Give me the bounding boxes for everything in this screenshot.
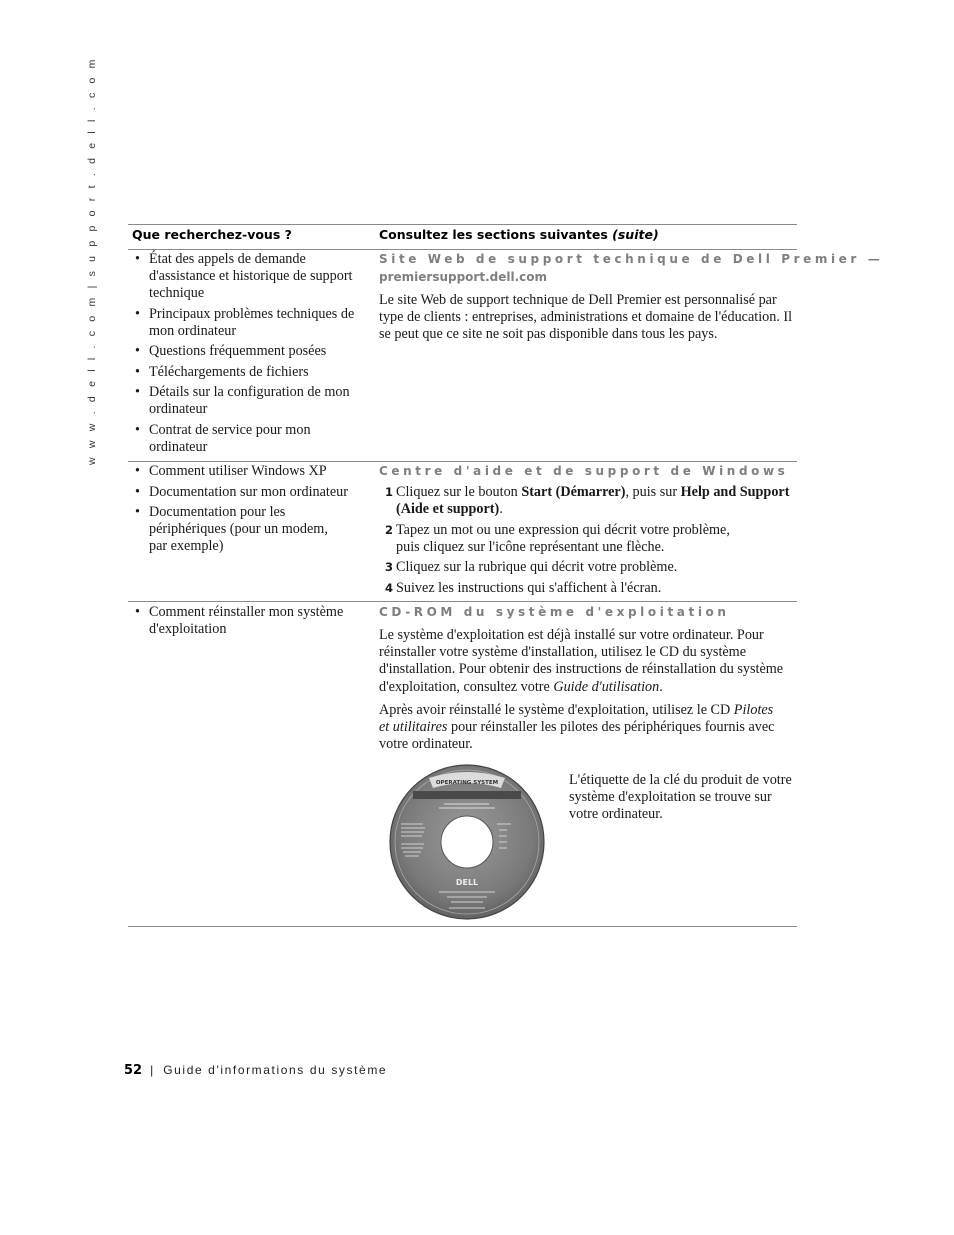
- paragraph-text: pour réinstaller les pilotes des périphériques fournis avec votre ordinateur.: [379, 719, 775, 753]
- step-item: [379, 580, 799, 597]
- step-text: , puis sur: [625, 484, 681, 500]
- col2-header: [379, 227, 659, 242]
- row-divider: [128, 601, 797, 602]
- premier-description: Le site Web de support technique de Dell Premier est personnalisé par type de clients : entreprises, administrations et domaine de l'éducation. Il se peut que ce site ne soit pas disponible dans tous les pays.: [379, 292, 793, 343]
- row1-item-list: [135, 251, 355, 459]
- list-item: • Principaux problèmes techniques de mon ordinateur: [135, 306, 355, 340]
- col2-header-text: Consultez les sections suivantes: [379, 227, 608, 242]
- list-item: • Documentation sur mon ordinateur: [135, 484, 365, 501]
- start-button-name: Start: [521, 484, 553, 500]
- step-text: Cliquez sur le bouton: [396, 484, 522, 500]
- cd-brand-logo: DELL: [455, 878, 479, 887]
- os-cd-paragraph-2: [379, 702, 779, 754]
- step-item: [379, 522, 799, 556]
- list-item: • Détails sur la configuration de mon ordinateur: [135, 384, 355, 418]
- step-text: Tapez un mot ou une expression qui décrit votre problème, puis cliquez sur l'icône représentant une flèche.: [396, 521, 730, 555]
- paragraph-text: Le système d'exploitation est déjà installé sur votre ordinateur. Pour réinstaller votre système d'installation, utilisez le CD du système d'installation. Pour obtenir des instructions de réinstallation du système d'exploitation, consultez votre: [379, 627, 784, 695]
- paragraph-text: .: [659, 678, 663, 695]
- footer-title: Guide d'informations du système: [163, 1063, 388, 1077]
- step-text: .: [499, 501, 503, 517]
- table-top-rule: [128, 224, 797, 225]
- cd-name: Pilotes et utilitaires: [379, 702, 774, 736]
- windows-help-steps: [379, 484, 799, 600]
- row-divider: [128, 461, 797, 462]
- step-text: Suivez les instructions qui s'affichent à l'écran.: [396, 579, 662, 596]
- step-number: 1: [385, 485, 394, 499]
- table-bottom-rule: [128, 926, 797, 927]
- list-item: • Contrat de service pour mon ordinateur: [135, 422, 355, 456]
- step-number: 2: [385, 522, 394, 537]
- list-item: • Questions fréquemment posées: [135, 343, 355, 360]
- header-rule: [128, 249, 797, 250]
- paragraph-text: Après avoir réinstallé le système d'exploitation, utilisez le CD: [379, 702, 734, 718]
- step-text: Cliquez sur la rubrique qui décrit votre problème.: [396, 559, 678, 575]
- list-item: • Comment réinstaller mon système d'exploitation: [135, 604, 360, 638]
- page-footer: [124, 1063, 387, 1078]
- list-item: • Comment utiliser Windows XP: [135, 463, 365, 480]
- col1-header: Que recherchez-vous ?: [132, 227, 292, 242]
- section-title-os-cd: CD-ROM du système d'exploitation: [379, 605, 730, 619]
- os-cd-image: [389, 764, 545, 920]
- col2-header-suffix: (suite): [612, 227, 659, 242]
- step-number: 4: [385, 580, 394, 595]
- list-item: • État des appels de demande d'assistance et historique de support technique: [135, 251, 355, 302]
- row2-item-list: [135, 463, 365, 559]
- side-url-text: w w w . d e l l . c o m | s u p p o r t . d e l l . c o m: [86, 56, 98, 465]
- footer-separator: |: [150, 1063, 154, 1077]
- page-number: 52: [124, 1063, 143, 1078]
- cd-caption: L'étiquette de la clé du produit de votre système d'exploitation se trouve sur votre ordinateur.: [569, 772, 792, 823]
- step-item: [379, 484, 799, 518]
- start-button-fr-name: (Démarrer): [555, 484, 626, 500]
- list-item: • Téléchargements de fichiers: [135, 364, 355, 381]
- help-support-name: Help and Support (Aide et support): [396, 484, 790, 517]
- section-title-premier: Site Web de support technique de Dell Premier —: [379, 252, 884, 266]
- premier-support-link[interactable]: premiersupport.dell.com: [379, 270, 548, 284]
- guide-title: Guide d'utilisation: [553, 678, 660, 695]
- cd-label-top: OPERATING SYSTEM: [435, 780, 499, 786]
- os-cd-paragraph-1: [379, 627, 797, 696]
- step-item: [379, 559, 799, 576]
- list-item: • Documentation pour les périphériques (pour un modem, par exemple): [135, 504, 339, 555]
- section-title-windows-help: Centre d'aide et de support de Windows: [379, 464, 789, 478]
- row3-item-list: [135, 604, 360, 642]
- step-number: 3: [385, 560, 394, 574]
